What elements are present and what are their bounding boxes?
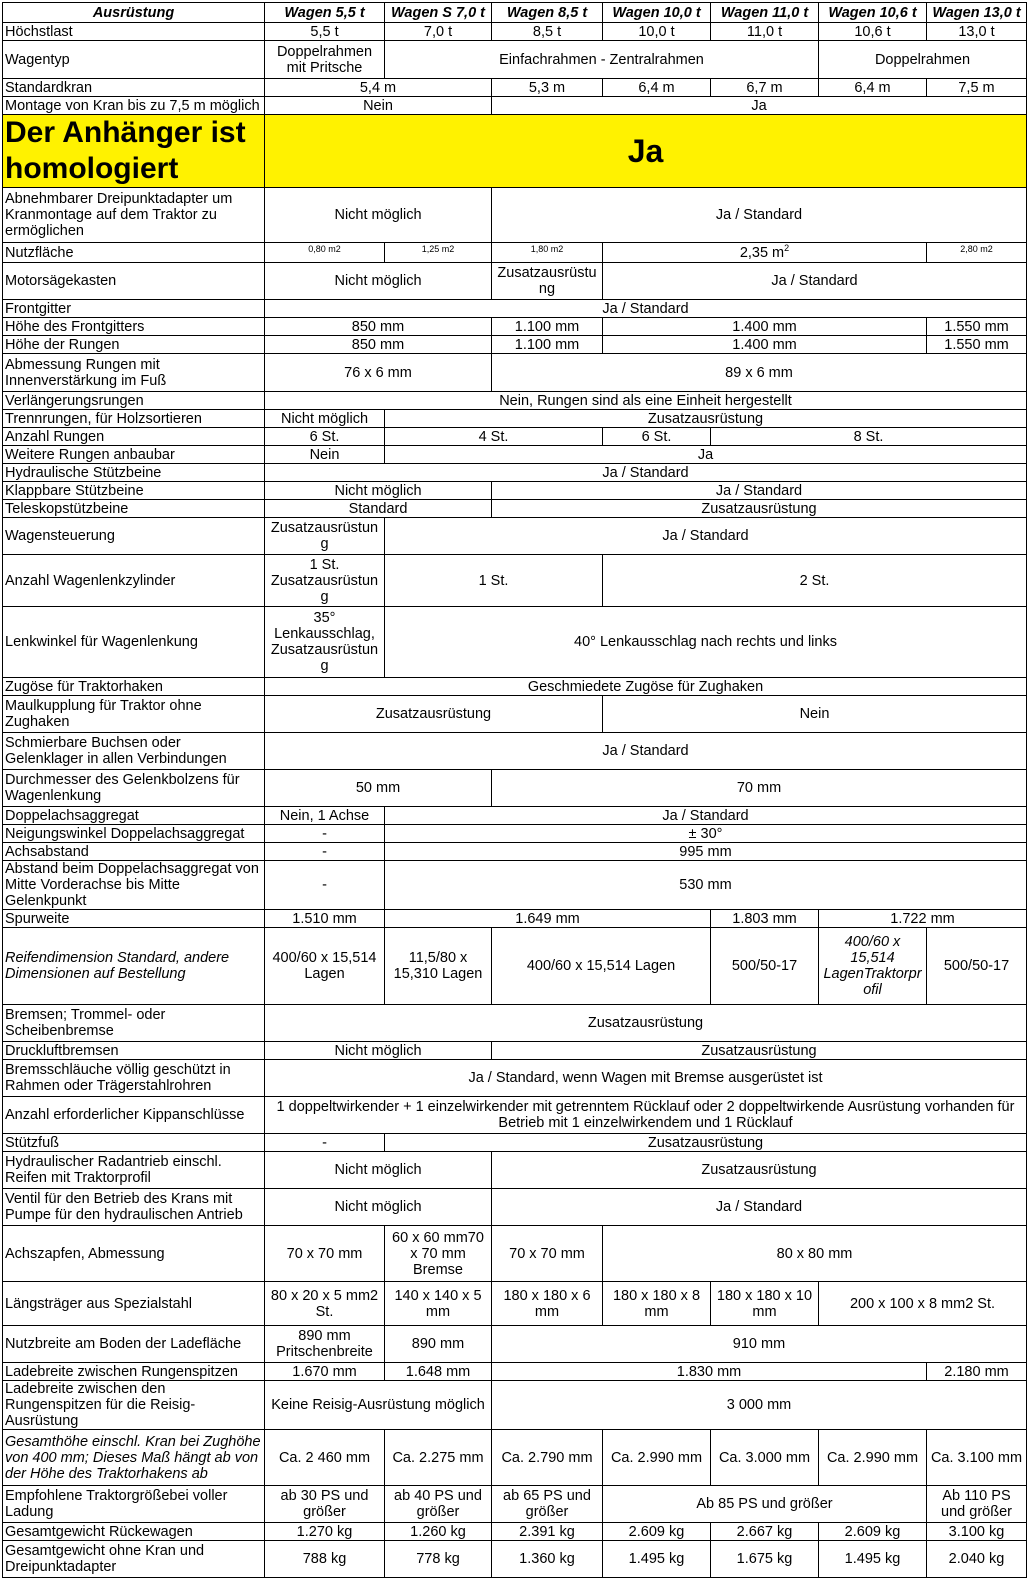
spec-cell: Nein	[265, 446, 385, 464]
row-label: Abmessung Rungen mit Innenverstärkung im Fuß	[3, 354, 265, 392]
spec-row	[3, 1042, 1027, 1060]
spec-cell: Ja / Standard	[385, 518, 1027, 555]
column-header-model: Wagen 11,0 t	[711, 3, 819, 23]
spec-cell: 180 x 180 x 10 mm	[711, 1282, 819, 1326]
spec-cell: 2.040 kg	[927, 1541, 1027, 1578]
header-row	[3, 3, 1027, 23]
spec-cell: Einfachrahmen - Zentralrahmen	[385, 41, 819, 79]
column-header-model: Wagen S 7,0 t	[385, 3, 492, 23]
spec-cell: ab 40 PS und größer	[385, 1486, 492, 1523]
row-label: Trennrungen, für Holzsortieren	[3, 410, 265, 428]
spec-row	[3, 482, 1027, 500]
spec-cell: Nicht möglich	[265, 410, 385, 428]
row-label: Anzahl erforderlicher Kippanschlüsse	[3, 1097, 265, 1134]
spec-cell: 5,4 m	[265, 79, 492, 97]
spec-cell: 10,0 t	[603, 23, 711, 41]
column-header-model: Wagen 10,6 t	[819, 3, 927, 23]
row-label: Der Anhänger ist homologiert	[3, 115, 265, 188]
row-label: Maulkupplung für Traktor ohne Zughaken	[3, 696, 265, 733]
spec-cell: Ab 85 PS und größer	[603, 1486, 927, 1523]
spec-cell: 890 mm	[385, 1326, 492, 1363]
spec-cell: 2.391 kg	[492, 1523, 603, 1541]
spec-cell: 70 x 70 mm	[265, 1226, 385, 1282]
spec-cell: Nicht möglich	[265, 1042, 492, 1060]
spec-cell: 400/60 x 15,514 LagenTraktorprofil	[819, 928, 927, 1005]
spec-body	[3, 23, 1027, 1578]
row-label: Verlängerungsrungen	[3, 392, 265, 410]
spec-row	[3, 555, 1027, 607]
spec-cell: 400/60 x 15,514 Lagen	[492, 928, 711, 1005]
spec-cell: 8,5 t	[492, 23, 603, 41]
row-label: Anzahl Wagenlenkzylinder	[3, 555, 265, 607]
spec-cell: 1.270 kg	[265, 1523, 385, 1541]
spec-row	[3, 446, 1027, 464]
spec-cell: 1.803 mm	[711, 910, 819, 928]
spec-row	[3, 336, 1027, 354]
spec-row	[3, 41, 1027, 79]
spec-cell: Nein, 1 Achse	[265, 807, 385, 825]
spec-cell: Keine Reisig-Ausrüstung möglich	[265, 1381, 492, 1430]
spec-row	[3, 263, 1027, 300]
spec-cell: 80 x 20 x 5 mm2 St.	[265, 1282, 385, 1326]
spec-cell: Ja / Standard	[385, 807, 1027, 825]
spec-cell: 6 St.	[603, 428, 711, 446]
spec-row	[3, 318, 1027, 336]
spec-cell: 11,0 t	[711, 23, 819, 41]
spec-cell: 1.100 mm	[492, 336, 603, 354]
spec-cell: Zusatzausrüstung	[492, 500, 1027, 518]
row-label: Abstand beim Doppelachsaggregat von Mitte Vorderachse bis Mitte Gelenkpunkt	[3, 861, 265, 910]
spec-cell: Standard	[265, 500, 492, 518]
row-label: Motorsägekasten	[3, 263, 265, 300]
spec-cell: 1.649 mm	[385, 910, 711, 928]
spec-cell: -	[265, 861, 385, 910]
spec-cell: Zusatzausrüstung	[265, 1005, 1027, 1042]
spec-cell: 5,5 t	[265, 23, 385, 41]
spec-cell: Ca. 3.100 mm	[927, 1430, 1027, 1486]
spec-cell: 5,3 m	[492, 79, 603, 97]
spec-row	[3, 354, 1027, 392]
row-label: Frontgitter	[3, 300, 265, 318]
spec-cell: 1 doppeltwirkender + 1 einzelwirkender mit getrenntem Rücklauf oder 2 doppeltwirkende Ausrüstung vorhanden für Betrieb mit 1 einzelwirkendem und 1 Rücklauf	[265, 1097, 1027, 1134]
column-header-model: Wagen 13,0 t	[927, 3, 1027, 23]
column-header-model: Wagen 8,5 t	[492, 3, 603, 23]
spec-cell: 850 mm	[265, 336, 492, 354]
row-label: Ladebreite zwischen Rungenspitzen	[3, 1363, 265, 1381]
spec-row	[3, 392, 1027, 410]
spec-cell: 60 x 60 mm70 x 70 mm Bremse	[385, 1226, 492, 1282]
row-label: Weitere Rungen anbaubar	[3, 446, 265, 464]
row-label: Gesamtgewicht Rückewagen	[3, 1523, 265, 1541]
row-label: Hydraulische Stützbeine	[3, 464, 265, 482]
row-label: Höchstlast	[3, 23, 265, 41]
spec-cell: 400/60 x 15,514 Lagen	[265, 928, 385, 1005]
spec-cell: 1,80 m2	[492, 243, 603, 263]
spec-cell: Nein	[265, 97, 492, 115]
row-label: Spurweite	[3, 910, 265, 928]
spec-cell: 70 x 70 mm	[492, 1226, 603, 1282]
row-label: Stützfuß	[3, 1134, 265, 1152]
spec-cell: 1 St. Zusatzausrüstung	[265, 555, 385, 607]
spec-cell: 11,5/80 x 15,310 Lagen	[385, 928, 492, 1005]
spec-cell: -	[265, 825, 385, 843]
spec-row	[3, 23, 1027, 41]
spec-cell: 910 mm	[492, 1326, 1027, 1363]
spec-cell: 850 mm	[265, 318, 492, 336]
spec-cell: ab 65 PS und größer	[492, 1486, 603, 1523]
spec-cell: 778 kg	[385, 1541, 492, 1578]
row-label: Durchmesser des Gelenkbolzens für Wagenlenkung	[3, 770, 265, 807]
spec-row	[3, 300, 1027, 318]
spec-cell: 50 mm	[265, 770, 492, 807]
spec-cell: Ja	[492, 97, 1027, 115]
spec-row	[3, 928, 1027, 1005]
spec-cell: Ja / Standard	[265, 733, 1027, 770]
row-label: Zugöse für Traktorhaken	[3, 678, 265, 696]
spec-cell: -	[265, 843, 385, 861]
spec-row	[3, 825, 1027, 843]
spec-cell: Zusatzausrüstung	[492, 1152, 1027, 1189]
column-header-model: Wagen 10,0 t	[603, 3, 711, 23]
spec-cell: ± 30°	[385, 825, 1027, 843]
spec-cell: 2,80 m2	[927, 243, 1027, 263]
spec-row	[3, 910, 1027, 928]
spec-cell: Ja / Standard	[492, 482, 1027, 500]
row-label: Bremsen; Trommel- oder Scheibenbremse	[3, 1005, 265, 1042]
spec-cell: Zusatzausrüstung	[492, 1042, 1027, 1060]
row-label: Hydraulischer Radantrieb einschl. Reifen mit Traktorprofil	[3, 1152, 265, 1189]
spec-cell: Ca. 2 460 mm	[265, 1430, 385, 1486]
spec-row	[3, 843, 1027, 861]
spec-cell: 1.400 mm	[603, 318, 927, 336]
spec-row	[3, 1363, 1027, 1381]
row-label: Reifendimension Standard, andere Dimensionen auf Bestellung	[3, 928, 265, 1005]
spec-cell: Ca. 2.275 mm	[385, 1430, 492, 1486]
row-label: Abnehmbarer Dreipunktadapter um Kranmontage auf dem Traktor zu ermöglichen	[3, 188, 265, 243]
spec-cell: Zusatzausrüstung	[385, 410, 1027, 428]
spec-cell: Nein, Rungen sind als eine Einheit hergestellt	[265, 392, 1027, 410]
spec-cell: 6,4 m	[819, 79, 927, 97]
spec-cell: Zusatzausrüstung	[265, 696, 603, 733]
spec-cell: 1.495 kg	[819, 1541, 927, 1578]
row-label: Höhe der Rungen	[3, 336, 265, 354]
row-label: Achsabstand	[3, 843, 265, 861]
spec-cell: 6,7 m	[711, 79, 819, 97]
spec-row	[3, 428, 1027, 446]
spec-cell: 2.609 kg	[603, 1523, 711, 1541]
spec-cell: 1.100 mm	[492, 318, 603, 336]
spec-cell: Ab 110 PS und größer	[927, 1486, 1027, 1523]
spec-cell: 788 kg	[265, 1541, 385, 1578]
spec-row	[3, 1097, 1027, 1134]
spec-cell: Geschmiedete Zugöse für Zughaken	[265, 678, 1027, 696]
spec-cell: Ca. 3.000 mm	[711, 1430, 819, 1486]
spec-cell: 180 x 180 x 8 mm	[603, 1282, 711, 1326]
spec-cell: 1.260 kg	[385, 1523, 492, 1541]
spec-cell: Ca. 2.790 mm	[492, 1430, 603, 1486]
spec-cell: Ja	[265, 115, 1027, 188]
spec-row	[3, 1005, 1027, 1042]
spec-cell: 40° Lenkausschlag nach rechts und links	[385, 607, 1027, 678]
spec-row	[3, 807, 1027, 825]
row-label: Ventil für den Betrieb des Krans mit Pumpe für den hydraulischen Antrieb	[3, 1189, 265, 1226]
spec-cell: 89 x 6 mm	[492, 354, 1027, 392]
spec-cell: 1.550 mm	[927, 318, 1027, 336]
spec-cell: Ja / Standard	[603, 263, 1027, 300]
spec-cell: Zusatzausrüstung	[492, 263, 603, 300]
row-label: Doppelachsaggregat	[3, 807, 265, 825]
spec-cell	[603, 243, 927, 263]
spec-cell: Nicht möglich	[265, 1189, 492, 1226]
spec-cell: 1.400 mm	[603, 336, 927, 354]
spec-cell: 1 St.	[385, 555, 603, 607]
spec-cell: 0,80 m2	[265, 243, 385, 263]
spec-row	[3, 1523, 1027, 1541]
spec-cell: 6 St.	[265, 428, 385, 446]
row-label: Standardkran	[3, 79, 265, 97]
spec-cell: 200 x 100 x 8 mm2 St.	[819, 1282, 1027, 1326]
spec-row	[3, 1430, 1027, 1486]
spec-row	[3, 733, 1027, 770]
spec-cell: 530 mm	[385, 861, 1027, 910]
spec-cell: 70 mm	[492, 770, 1027, 807]
spec-cell: -	[265, 1134, 385, 1152]
spec-cell: 3 000 mm	[492, 1381, 1027, 1430]
spec-cell: 7,5 m	[927, 79, 1027, 97]
row-label: Längsträger aus Spezialstahl	[3, 1282, 265, 1326]
spec-cell: ab 30 PS und größer	[265, 1486, 385, 1523]
spec-cell: 2 St.	[603, 555, 1027, 607]
spec-cell: Ja / Standard	[265, 464, 1027, 482]
spec-row	[3, 678, 1027, 696]
spec-row	[3, 1152, 1027, 1189]
spec-row	[3, 1486, 1027, 1523]
spec-cell: 995 mm	[385, 843, 1027, 861]
spec-row	[3, 1541, 1027, 1578]
spec-row	[3, 79, 1027, 97]
spec-cell: Ca. 2.990 mm	[819, 1430, 927, 1486]
spec-cell: Nicht möglich	[265, 1152, 492, 1189]
row-label: Teleskopstützbeine	[3, 500, 265, 518]
spec-cell: 1.360 kg	[492, 1541, 603, 1578]
spec-cell: 76 x 6 mm	[265, 354, 492, 392]
spec-cell: 500/50-17	[711, 928, 819, 1005]
spec-cell: Nicht möglich	[265, 188, 492, 243]
row-label: Gesamthöhe einschl. Kran bei Zughöhe von 400 mm; Dieses Maß hängt ab von der Höhe des Traktorhakens ab	[3, 1430, 265, 1486]
row-label: Anzahl Rungen	[3, 428, 265, 446]
spec-cell: 1,25 m2	[385, 243, 492, 263]
spec-cell: 1.510 mm	[265, 910, 385, 928]
spec-cell: Ca. 2.990 mm	[603, 1430, 711, 1486]
row-label: Ladebreite zwischen den Rungenspitzen für die Reisig-Ausrüstung	[3, 1381, 265, 1430]
spec-row	[3, 1134, 1027, 1152]
row-label: Klappbare Stützbeine	[3, 482, 265, 500]
spec-cell: 1.675 kg	[711, 1541, 819, 1578]
spec-row	[3, 500, 1027, 518]
spec-cell: Nicht möglich	[265, 482, 492, 500]
spec-cell: Ja / Standard	[492, 1189, 1027, 1226]
spec-cell: 1.670 mm	[265, 1363, 385, 1381]
row-label: Nutzfläche	[3, 243, 265, 263]
spec-cell: 3.100 kg	[927, 1523, 1027, 1541]
spec-row	[3, 464, 1027, 482]
row-label: Höhe des Frontgitters	[3, 318, 265, 336]
row-label: Bremsschläuche völlig geschützt in Rahmen oder Trägerstahlrohren	[3, 1060, 265, 1097]
spec-cell: 140 x 140 x 5 mm	[385, 1282, 492, 1326]
spec-cell: Zusatzausrüstung	[265, 518, 385, 555]
spec-row	[3, 1189, 1027, 1226]
spec-cell: 1.648 mm	[385, 1363, 492, 1381]
spec-row	[3, 1060, 1027, 1097]
spec-cell: Doppelrahmen	[819, 41, 1027, 79]
spec-cell: 2.180 mm	[927, 1363, 1027, 1381]
row-label: Lenkwinkel für Wagenlenkung	[3, 607, 265, 678]
spec-cell: Zusatzausrüstung	[385, 1134, 1027, 1152]
spec-row	[3, 97, 1027, 115]
row-label: Wagensteuerung	[3, 518, 265, 555]
spec-row	[3, 518, 1027, 555]
spec-row	[3, 243, 1027, 263]
spec-cell: 7,0 t	[385, 23, 492, 41]
spec-cell: 1.550 mm	[927, 336, 1027, 354]
spec-row	[3, 1282, 1027, 1326]
spec-row	[3, 861, 1027, 910]
spec-row	[3, 1226, 1027, 1282]
spec-row	[3, 410, 1027, 428]
spec-cell: 35° Lenkausschlag, Zusatzausrüstung	[265, 607, 385, 678]
spec-cell: 2.609 kg	[819, 1523, 927, 1541]
row-label: Druckluftbremsen	[3, 1042, 265, 1060]
spec-row	[3, 607, 1027, 678]
spec-cell: 13,0 t	[927, 23, 1027, 41]
spec-cell: Ja	[385, 446, 1027, 464]
row-label: Neigungswinkel Doppelachsaggregat	[3, 825, 265, 843]
row-label: Nutzbreite am Boden der Ladefläche	[3, 1326, 265, 1363]
spec-cell: Doppelrahmen mit Pritsche	[265, 41, 385, 79]
row-label: Gesamtgewicht ohne Kran und Dreipunktadapter	[3, 1541, 265, 1578]
spec-cell: Nicht möglich	[265, 263, 492, 300]
spec-cell: 10,6 t	[819, 23, 927, 41]
spec-cell: 1.830 mm	[492, 1363, 927, 1381]
cell-text: 2,35 m	[739, 244, 785, 261]
unit-superscript: 2	[784, 242, 790, 253]
spec-cell: 1.722 mm	[819, 910, 1027, 928]
row-label: Montage von Kran bis zu 7,5 m möglich	[3, 97, 265, 115]
spec-cell: 80 x 80 mm	[603, 1226, 1027, 1282]
spec-row	[3, 188, 1027, 243]
spec-cell: Ja / Standard, wenn Wagen mit Bremse ausgerüstet ist	[265, 1060, 1027, 1097]
spec-row	[3, 1326, 1027, 1363]
spec-row	[3, 696, 1027, 733]
spec-cell: Nein	[603, 696, 1027, 733]
spec-cell: 2.667 kg	[711, 1523, 819, 1541]
spec-row	[3, 1381, 1027, 1430]
spec-cell: 500/50-17	[927, 928, 1027, 1005]
spec-cell: 1.495 kg	[603, 1541, 711, 1578]
spec-table	[2, 2, 1027, 1578]
column-header-label: Ausrüstung	[3, 3, 265, 23]
spec-cell: 8 St.	[711, 428, 1027, 446]
spec-cell: Ja / Standard	[265, 300, 1027, 318]
spec-row	[3, 770, 1027, 807]
spec-cell: 6,4 m	[603, 79, 711, 97]
spec-cell: 180 x 180 x 6 mm	[492, 1282, 603, 1326]
row-label: Wagentyp	[3, 41, 265, 79]
spec-cell: Ja / Standard	[492, 188, 1027, 243]
row-label: Schmierbare Buchsen oder Gelenklager in allen Verbindungen	[3, 733, 265, 770]
homologation-row	[3, 115, 1027, 188]
column-header-model: Wagen 5,5 t	[265, 3, 385, 23]
row-label: Empfohlene Traktorgrößebei voller Ladung	[3, 1486, 265, 1523]
spec-cell: 4 St.	[385, 428, 603, 446]
row-label: Achszapfen, Abmessung	[3, 1226, 265, 1282]
spec-cell: 890 mm Pritschenbreite	[265, 1326, 385, 1363]
